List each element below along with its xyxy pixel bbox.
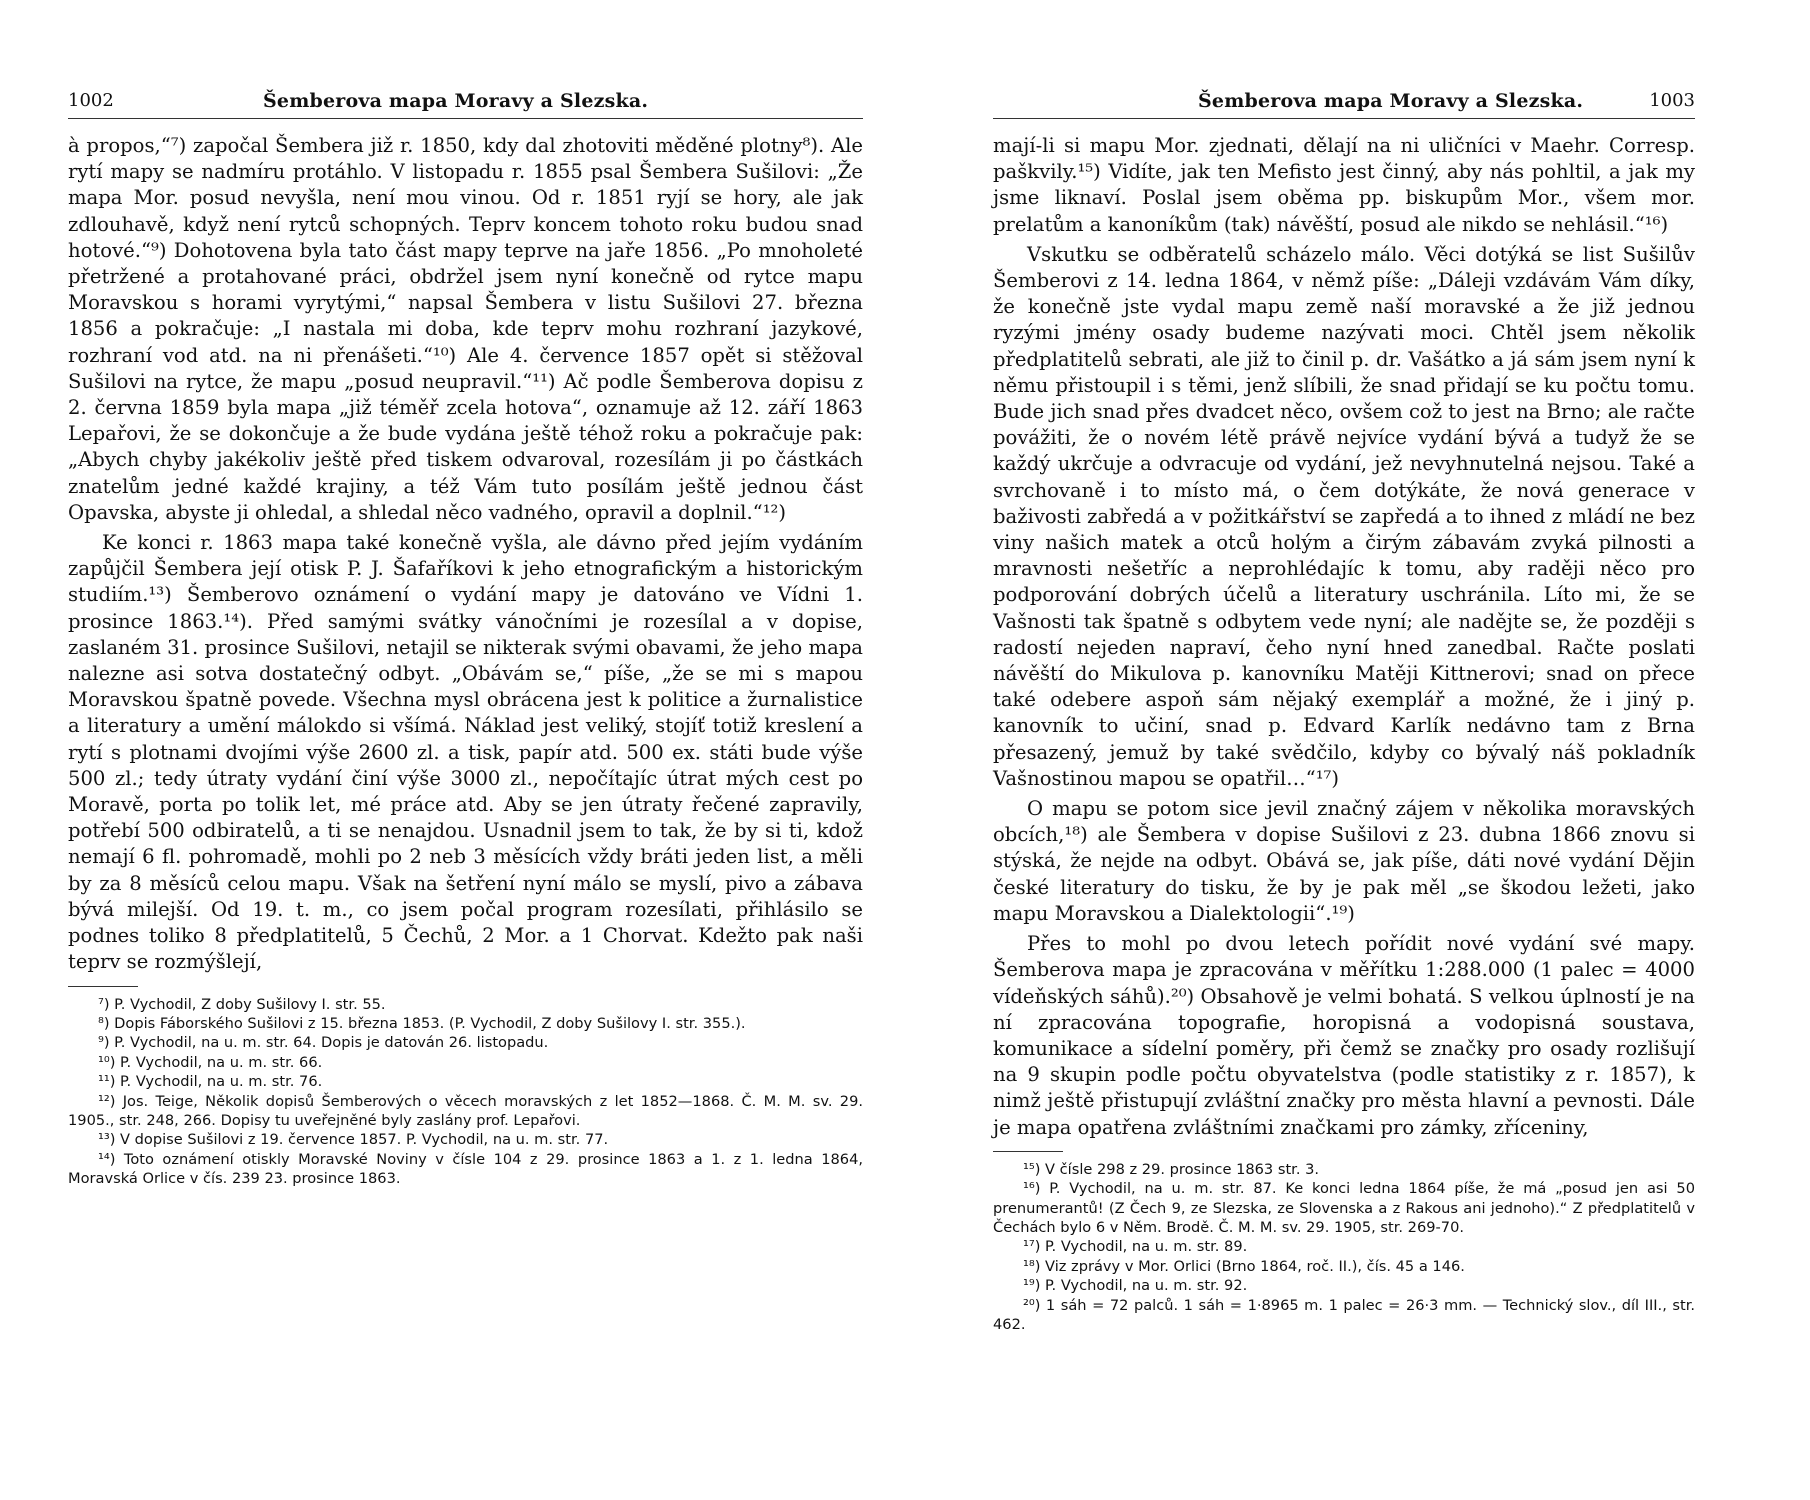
footnote: ¹⁴) Toto oznámení otiskly Moravské Noviny v čísle 104 z 29. prosince 1863 a 1. z 1. ledna 1864, Moravská Orlice v čís. 239 23. prosince 1863. (68, 1150, 863, 1188)
footnote: ⁸) Dopis Fáborského Sušilovi z 15. března 1853. (P. Vychodil, Z doby Sušilovy I. str. 355.). (98, 1014, 746, 1032)
page-number: 1003 (1649, 90, 1695, 111)
footnote: ¹³) V dopise Sušilovi z 19. července 1857. P. Vychodil, na u. m. str. 77. (98, 1131, 609, 1149)
footnote: ¹⁸) Viz zprávy v Mor. Orlici (Brno 1864, roč. II.), čís. 45 a 146. (1023, 1257, 1465, 1275)
footnote: ¹⁵) V čísle 298 z 29. prosince 1863 str. 3. (1023, 1160, 1320, 1178)
paragraph: à propos,“⁷) započal Šembera již r. 1850, kdy dal zhotoviti měděné plotny⁸). Ale rytí mapy se nadmíru protáhlo. V listopadu r. 1855 psal Šembera Sušilovi: „Že mapa Mor. posud nevyšla, není mou vinou. Od r. 1851 ryjí se hory, ale jak zdlouhavě, když není rytců schopných. Teprv koncem tohoto roku budou snad hotové.“⁹) Dohotovena byla tato část mapy teprve na jaře 1856. „Po mnoholeté přetržené a protahované práci, obdržel jsem nyní konečně od rytce mapu Moravskou s horami vyrytými,“ napsal Šembera v listu Sušilovi 27. března 1856 a pokračuje: „I nastala mi doba, kde teprv mohu rozhraní jazykové, rozhraní vod atd. na ni přenášeti.“¹⁰) Ale 4. července 1857 opět si stěžoval Sušilovi na rytce, že mapu „posud neupravil.“¹¹) Ač podle Šemberova dopisu z 2. června 1859 byla mapa „již téměř zcela hotova“, oznamuje až 12. září 1863 Lepařovi, že se dokončuje a že bude vydána ještě téhož roku a pokračuje pak: „Abych chyby jakékoliv ještě před tiskem odvaroval, rozesílám ji po částkách znatelům jedné každé krajiny, a též Vám tuto posílám ještě jednou část Opavska, abyste ji ohledal, a shledal něco vadného, opravil a doplnil.“¹²) (68, 134, 863, 524)
paragraph: Ke konci r. 1863 mapa také konečně vyšla, ale dávno před jejím vydáním zapůjčil Šembera její otisk P. J. Šafaříkovi k jeho etnografickým a historickým studiím.¹³) Šemberovo oznámení o vydání mapy je datováno ve Vídni 1. prosince 1863.¹⁴). Před samými svátky vánočními je rozesílal a v dopise, zaslaném 31. prosince Sušilovi, netajil se nikterak svými obavami, že jeho mapa nalezne asi sotva dostatečný odbyt. „Obávám se,“ píše, „že se mi s mapou Moravskou špatně povede. Všechna mysl obrácena jest k politice a žurnalistice a literatury a umění málokdo si všímá. Náklad jest veliký, stojíť totiž kreslení a rytí s plotnami dvojími výše 2600 zl. a tisk, papír atd. 500 ex. státi bude výše 500 zl.; tedy útraty vydání činí výše 3000 zl., nepočítajíc útrat mých cest po Moravě, porta po tolik let, mé práce atd. Aby se jen útraty řečené zapravily, potřebí 500 odbiratelů, a ti se nenajdou. Usnadnil jsem to tak, že by si ti, kdož nemají 6 fl. pohromadě, mohli po 2 neb 3 měsících vždy bráti jeden list, a měli by za 8 měsíců celou mapu. Však na šetření nyní málo se myslí, pivo a zábava bývá milejší. Od 19. t. m., co jsem počal program rozesílati, přihlásilo se podnes toliko 8 předplatitelů, 5 Čechů, 2 Mor. a 1 Chorvat. Kdežto pak naši teprv se rozmýšlejí, (68, 531, 863, 974)
page-header (993, 90, 1695, 119)
body-text (993, 133, 1695, 1141)
footnote: ¹⁷) P. Vychodil, na u. m. str. 89. (1023, 1238, 1248, 1256)
footnote-rule (993, 1151, 1063, 1152)
footnote: ⁷) P. Vychodil, Z doby Sušilovy I. str. 55. (98, 995, 386, 1013)
paragraph: O mapu se potom sice jevil značný zájem v několika moravských obcích,¹⁸) ale Šembera v dopise Sušilovi z 23. dubna 1866 znovu si stýská, že nejde na odbyt. Obává se, jak píše, dáti nové vydání Dějin české literatury do tisku, že by je pak měl „se škodou ležeti, jako mapu Moravskou a Dialektologii“.¹⁹) (993, 797, 1695, 925)
footnotes (68, 995, 863, 1189)
running-title: Šemberova mapa Moravy a Slezska. (1198, 90, 1584, 112)
footnote-rule (68, 986, 138, 987)
footnote: ¹²) Jos. Teige, Několik dopisů Šemberových o věcech moravských z let 1852—1868. Č. M. M. sv. 29. 1905., str. 248, 266. Dopisy tu uveřejněné byly zaslány prof. Lepařovi. (68, 1092, 863, 1129)
footnotes (993, 1160, 1695, 1335)
paragraph: Přes to mohl po dvou letech pořídit nové vydání své mapy. Šemberova mapa je zpracována v měřítku 1:288.000 (1 palec = 4000 vídeňských sáhů).²⁰) Obsahově je velmi bohatá. S velkou úplností je na ní zpracována topografie, horopisná a vodopisná soustava, komunikace a sídelní poměry, při čemž se značky pro osady rozlišují na 9 skupin podle počtu obyvatelstva (podle statistiky z r. 1857), k nimž ještě přistupují zvláštní značky pro města hlavní a pevnosti. Dále je mapa opatřena zvláštními značkami pro zámky, zříceniny, (993, 932, 1695, 1139)
footnote: ¹⁹) P. Vychodil, na u. m. str. 92. (1023, 1277, 1248, 1295)
body-text (68, 133, 863, 976)
paragraph: Vskutku se odběratelů scházelo málo. Věci dotýká se list Sušilův Šemberovi z 14. ledna 1864, v němž píše: „Dáleji vzdávám Vám díky, že konečně jste vydal mapu země naší moravské a že již jednou ryzými jmény osady budeme nazývati moci. Chtěl jsem několik předplatitelů sebrati, ale již to činil p. dr. Vašátko a já sám jsem nyní k němu přistoupil i s těmi, jenž slíbili, že snad přidají se ku počtu tomu. Bude jich snad přes dvadcet něco, ovšem což to jest na Brno; ale račte povážiti, že o novém létě právě nejvíce vydání bývá a tudyž že se každý ukrčuje a odvracuje od vydání, jež nevyhnutelná nejsou. Také a svrchovaně i to místo má, o čem dotýkáte, že nová generace v baživosti zabředá a v požitkářství se zapředá a to ihned z mládí ne bez viny našich matek a otců holým a čirým zábavám zvyká pilnosti a mravnosti nešetříc a neprohlédajíc k tomu, aby raději něco pro podporování dobrých účelů a literatury uschránila. Líto mi, že se Vašnosti tak špatně s odbytem vede nyní; ale nadějte se, že později s radostí nejeden napraví, čeho nyní hned zanedbal. Račte poslati návěští do Mikulova p. kanovníku Matěji Kittnerovi; snad on přece také odebere aspoň sám nějaký exemplář a možné, že i jiný p. kanovník to učiní, snad p. Edvard Karlík nedávno tam z Brna přesazený, jemuž by také svědčilo, kdyby co bývalý náš pokladník Vašnostinou mapou se opatřil…“¹⁷) (993, 242, 1695, 790)
footnote: ⁹) P. Vychodil, na u. m. str. 64. Dopis je datován 26. listopadu. (98, 1034, 549, 1052)
footnote: ¹⁶) P. Vychodil, na u. m. str. 87. Ke konci ledna 1864 píše, že má „posud jen asi 50 prenumerantů! (Z Čech 9, ze Slezska, ze Slovenska a z Rakous ani jednoho).“ Z předplatitelů v Čechách bylo 6 v Něm. Brodě. Č. M. M. sv. 29. 1905, str. 269-70. (993, 1180, 1695, 1236)
left-page (0, 0, 885, 1500)
page-header (68, 90, 863, 119)
right-page (885, 0, 1770, 1500)
footnote: ¹⁰) P. Vychodil, na u. m. str. 66. (98, 1053, 323, 1071)
footnote: ¹¹) P. Vychodil, na u. m. str. 76. (98, 1073, 323, 1091)
running-title: Šemberova mapa Moravy a Slezska. (263, 90, 649, 112)
page-number: 1002 (68, 90, 114, 111)
footnote: ²⁰) 1 sáh = 72 palců. 1 sáh = 1·8965 m. 1 palec = 26·3 mm. — Technický slov., díl III., str. 462. (993, 1296, 1695, 1333)
paragraph: mají-li si mapu Mor. zjednati, dělají na ni uličníci v Maehr. Corresp. paškvily.¹⁵) Vidíte, jak ten Mefisto jest činný, aby nás pohltil, a jak my jsme liknaví. Poslal jsem oběma pp. biskupům Mor., všem mor. prelatům a kanoníkům (tak) návěští, posud ale nikdo se nehlásil.“¹⁶) (993, 134, 1695, 236)
